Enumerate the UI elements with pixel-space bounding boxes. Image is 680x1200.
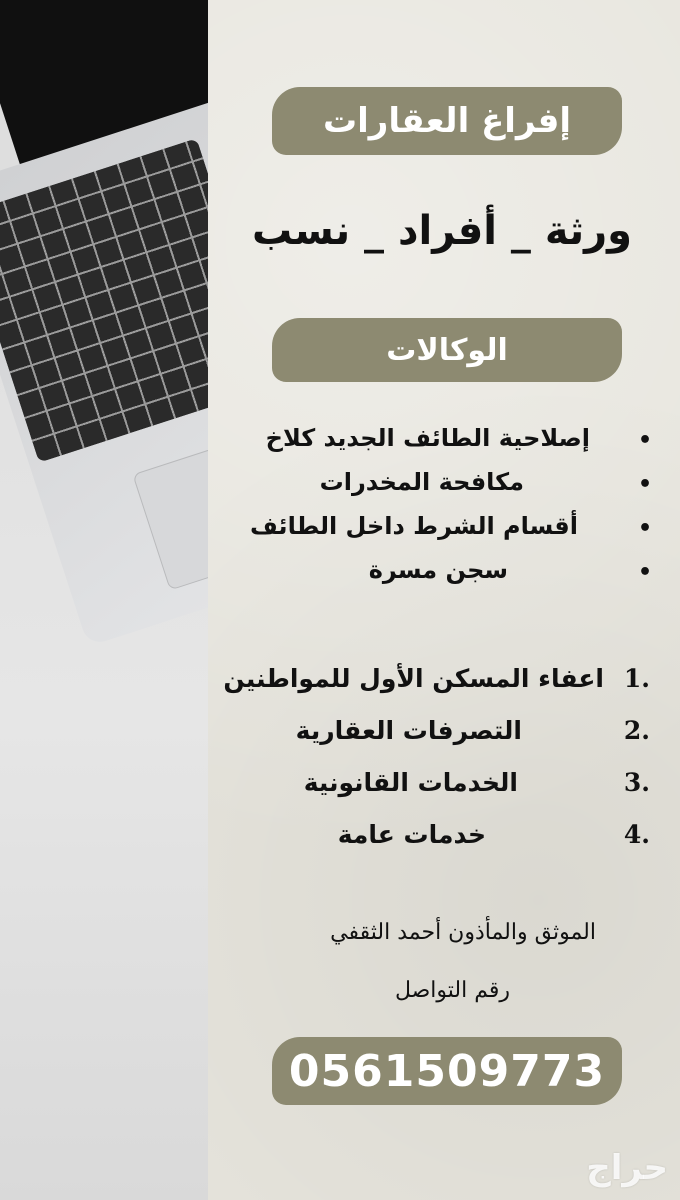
list-item: [218, 816, 658, 868]
list-item: [220, 464, 660, 508]
list-item-text: التصرفات العقارية: [295, 716, 522, 745]
list-number: 1.: [623, 664, 650, 693]
laptop-photo: [0, 0, 208, 1200]
bullet-icon: •: [637, 428, 652, 453]
list-item: [220, 508, 660, 552]
list-item-text: اعفاء المسكن الأول للمواطنين: [223, 664, 604, 693]
phone-banner: [272, 1037, 622, 1105]
list-item-text: خدمات عامة: [337, 820, 486, 849]
bullet-icon: •: [637, 472, 652, 497]
list-item-text: سجن مسرة: [368, 556, 508, 584]
list-item-text: إصلاحية الطائف الجديد كلاخ: [265, 424, 590, 452]
laptop-body: [0, 97, 208, 646]
list-item: [218, 764, 658, 816]
phone-number: 0561509773: [288, 1045, 606, 1097]
list-item: [218, 660, 658, 712]
list-number: 4.: [623, 820, 650, 849]
signature-name: الموثق والمأذون أحمد الثقفي: [330, 920, 596, 945]
list-item-text: الخدمات القانونية: [303, 768, 518, 797]
agencies-title: الوكالات: [386, 332, 508, 368]
list-number: 2.: [623, 716, 650, 745]
services-list: [218, 660, 658, 868]
contact-label: رقم التواصل: [394, 978, 510, 1003]
page-title: إفراغ العقارات: [322, 101, 572, 141]
textured-panel: [208, 0, 680, 1200]
bullet-icon: •: [637, 516, 652, 541]
agencies-list: [220, 420, 660, 596]
list-item: [220, 420, 660, 464]
list-number: 3.: [623, 768, 650, 797]
watermark-logo: حراج: [586, 1148, 668, 1188]
bullet-icon: •: [637, 560, 652, 585]
list-item: [218, 712, 658, 764]
list-item: [220, 552, 660, 596]
laptop-keyboard: [0, 138, 208, 463]
list-item-text: أقسام الشرط داخل الطائف: [249, 512, 578, 540]
agencies-banner: [272, 318, 622, 382]
subtitle: ورثة _ أفراد _ نسب: [252, 208, 632, 254]
title-banner: [272, 87, 622, 155]
list-item-text: مكافحة المخدرات: [319, 468, 524, 496]
laptop-trackpad: [132, 434, 208, 591]
